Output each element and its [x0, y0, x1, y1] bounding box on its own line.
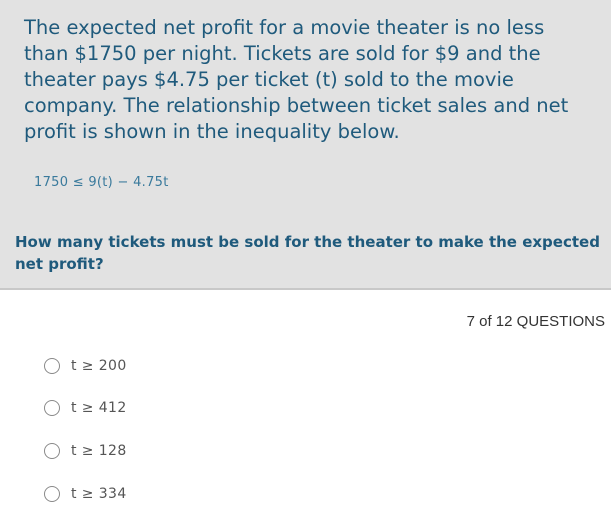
question-prompt: How many tickets must be sold for the theater to make the expected net profit? [15, 233, 600, 273]
answer-choice-label: t ≥ 334 [71, 485, 127, 502]
radio-button[interactable] [44, 443, 60, 459]
answer-choice-label: t ≥ 412 [71, 400, 127, 416]
inequality-equation: 1750 ≤ 9(t) − 4.75t [34, 175, 169, 190]
radio-button[interactable] [44, 400, 60, 416]
answer-choice-label: t ≥ 200 [71, 357, 127, 374]
answer-choices [44, 344, 127, 515]
answer-choice-b[interactable] [44, 387, 127, 429]
answer-choice-c[interactable] [44, 429, 127, 472]
answer-choice-d[interactable] [44, 472, 127, 515]
radio-button[interactable] [44, 358, 60, 374]
radio-button[interactable] [44, 486, 60, 502]
question-counter: 7 of 12 QUESTIONS [466, 313, 605, 330]
answer-choice-a[interactable] [44, 344, 127, 387]
answer-choice-label: t ≥ 128 [71, 442, 127, 459]
problem-passage: The expected net profit for a movie theater is no less than $1750 per night. Tickets are sold for $9 and the theater pays $4.75 per ticket (t) sold to the movie company. The relationship between ticket sales and net profit is shown in the inequality below. [24, 16, 569, 143]
